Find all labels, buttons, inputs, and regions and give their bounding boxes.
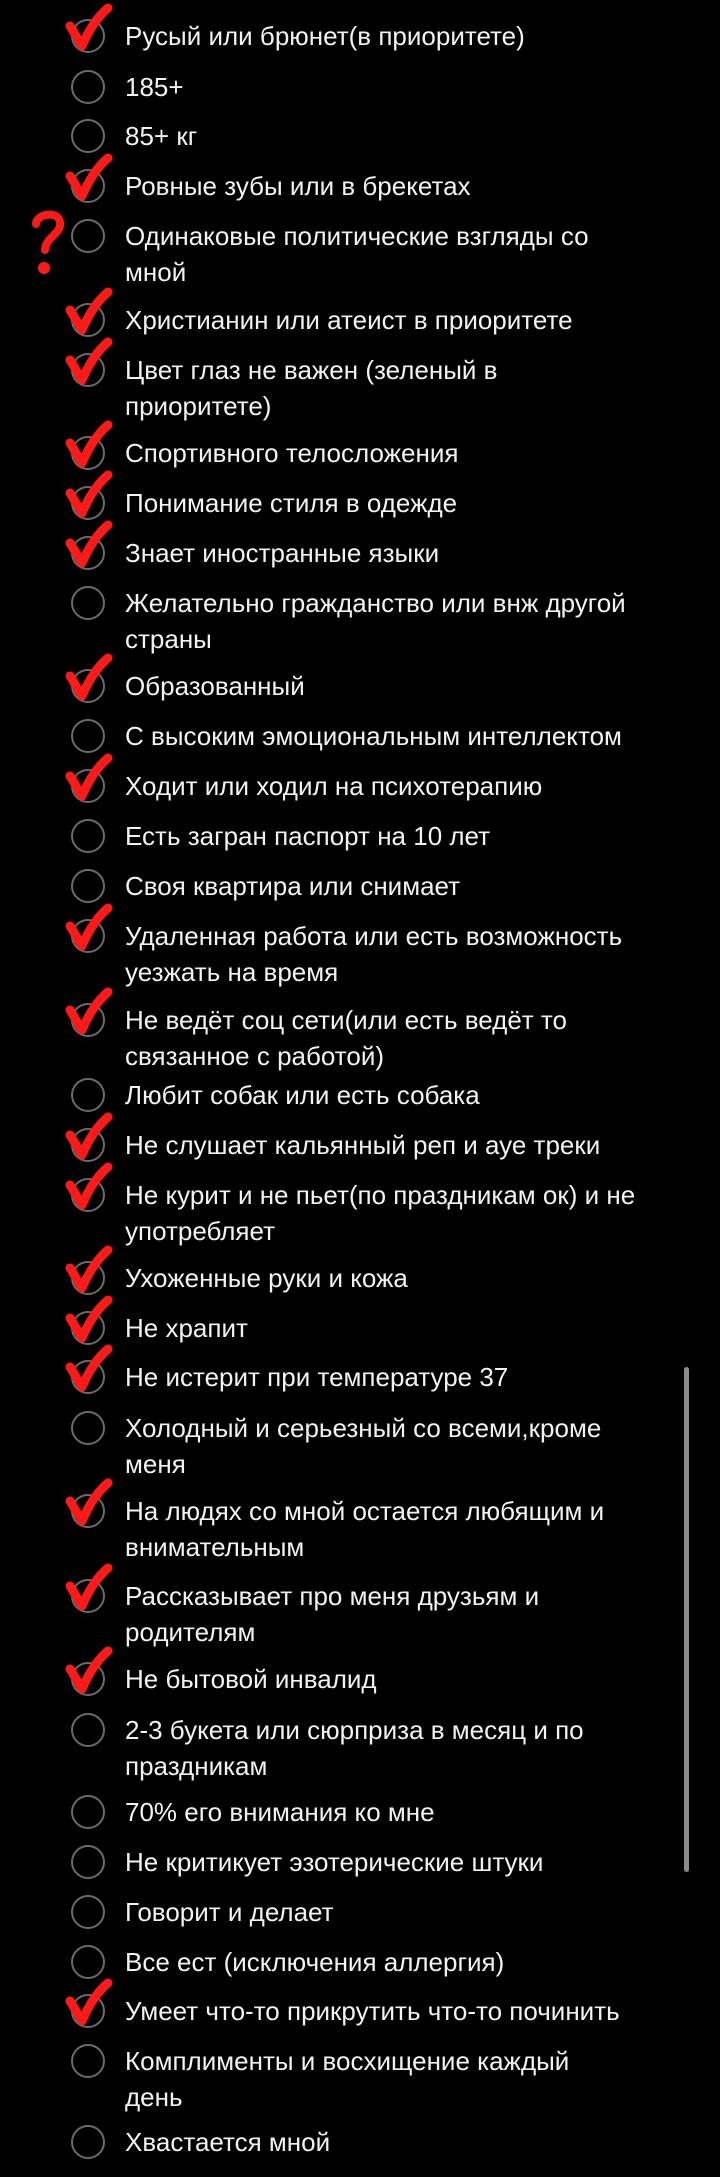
checklist-item-label: Христианин или атеист в приоритете [125, 305, 573, 335]
checkbox-circle-icon[interactable] [71, 719, 105, 753]
checklist-item-label: Говорит и делает [125, 1897, 334, 1927]
checklist-item-label: Образованный [125, 671, 305, 701]
checkbox-circle-icon[interactable] [71, 1662, 105, 1696]
checkbox-circle-icon[interactable] [71, 769, 105, 803]
checkbox-circle-icon[interactable] [71, 1078, 105, 1112]
checkbox-circle-icon[interactable] [71, 1360, 105, 1394]
checkbox-circle-icon[interactable] [71, 19, 105, 53]
checkbox-circle-icon[interactable] [71, 1411, 105, 1445]
checklist-item-label: Спортивного телосложения [125, 438, 459, 468]
checkbox-circle-icon[interactable] [71, 353, 105, 387]
checklist-item-label: Рассказывает про меня друзьям и родителям [125, 1581, 540, 1647]
checkbox-circle-icon[interactable] [71, 436, 105, 470]
checkbox-circle-icon[interactable] [71, 919, 105, 953]
checklist-item-label: Понимание стиля в одежде [125, 488, 458, 518]
checkbox-circle-icon[interactable] [71, 1994, 105, 2028]
checkbox-circle-icon[interactable] [71, 1845, 105, 1879]
checkbox-circle-icon[interactable] [71, 486, 105, 520]
checklist-item-label: Умеет что-то прикрутить что-то починить [125, 1996, 620, 2026]
checklist-item-label: Не ведёт соц сети(или есть ведёт то связанное с работой) [125, 1005, 568, 1071]
red-question-mark-icon [28, 208, 68, 282]
checkbox-circle-icon[interactable] [71, 1895, 105, 1929]
checkbox-circle-icon[interactable] [71, 1579, 105, 1613]
checklist-item-label: Знает иностранные языки [125, 538, 440, 568]
checkbox-circle-icon[interactable] [71, 1713, 105, 1747]
checkbox-circle-icon[interactable] [71, 169, 105, 203]
checkbox-circle-icon[interactable] [71, 303, 105, 337]
checkbox-circle-icon[interactable] [71, 2044, 105, 2078]
checklist-item-label: Не курит и не пьет(по праздникам ок) и не употребляет [125, 1180, 636, 1246]
checkbox-circle-icon[interactable] [71, 1311, 105, 1345]
checkbox-circle-icon[interactable] [71, 1128, 105, 1162]
checklist-item-label: Все ест (исключения аллергия) [125, 1947, 505, 1977]
checkbox-circle-icon[interactable] [71, 586, 105, 620]
checklist-item-label: Ровные зубы или в брекетах [125, 171, 471, 201]
checkbox-circle-icon[interactable] [71, 119, 105, 153]
checklist-item-label: Не храпит [125, 1313, 248, 1343]
checkbox-circle-icon[interactable] [71, 219, 105, 253]
scrollbar[interactable] [684, 1367, 689, 1872]
checklist-item-label: 2-3 букета или сюрприза в месяц и по праздникам [125, 1715, 584, 1781]
checklist-item-label: Хвастается мной [125, 2127, 331, 2157]
checkbox-circle-icon[interactable] [71, 536, 105, 570]
checkbox-circle-icon[interactable] [71, 1945, 105, 1979]
checklist-item-label: С высоким эмоциональным интеллектом [125, 721, 622, 751]
checklist-item-label: Ходит или ходил на психотерапию [125, 771, 543, 801]
checkbox-circle-icon[interactable] [71, 1261, 105, 1295]
checklist-item-label: Комплименты и восхищение каждый день [125, 2046, 570, 2112]
checklist-item-label: На людях со мной остается любящим и внимательным [125, 1496, 605, 1562]
checklist-item-label: 85+ кг [125, 121, 198, 151]
checklist-item-label: Желательно гражданство или внж другой страны [125, 588, 626, 654]
checklist-item-label: 185+ [125, 72, 184, 102]
checkbox-circle-icon[interactable] [71, 1178, 105, 1212]
checkbox-circle-icon[interactable] [71, 1003, 105, 1037]
checklist-item-label: Не бытовой инвалид [125, 1664, 377, 1694]
checkbox-circle-icon[interactable] [71, 869, 105, 903]
checklist-item-label: Цвет глаз не важен (зеленый в приоритете) [125, 355, 498, 421]
checklist-item-label: Одинаковые политические взгляды со мной [125, 221, 589, 287]
checklist-item-label: Русый или брюнет(в приоритете) [125, 21, 525, 51]
checkbox-circle-icon[interactable] [71, 2125, 105, 2159]
checklist-item-label: Есть загран паспорт на 10 лет [125, 821, 491, 851]
checklist-item-label: Не слушает кальянный реп и ауе треки [125, 1130, 601, 1160]
checklist-item-label: Холодный и серьезный со всеми,кроме меня [125, 1413, 602, 1479]
checklist-item-label: 70% его внимания ко мне [125, 1797, 435, 1827]
checkbox-circle-icon[interactable] [71, 1494, 105, 1528]
checklist-item-label: Любит собак или есть собака [125, 1080, 480, 1110]
checkbox-circle-icon[interactable] [71, 70, 105, 104]
checkbox-circle-icon[interactable] [71, 669, 105, 703]
checklist-item-label: Не истерит при температуре 37 [125, 1362, 509, 1392]
checklist-item-label: Ухоженные руки и кожа [125, 1263, 408, 1293]
checklist-item-label: Не критикует эзотерические штуки [125, 1847, 544, 1877]
checklist-item-label: Своя квартира или снимает [125, 871, 461, 901]
checklist-item-label: Удаленная работа или есть возможность уезжать на время [125, 921, 623, 987]
checkbox-circle-icon[interactable] [71, 1795, 105, 1829]
checkbox-circle-icon[interactable] [71, 819, 105, 853]
